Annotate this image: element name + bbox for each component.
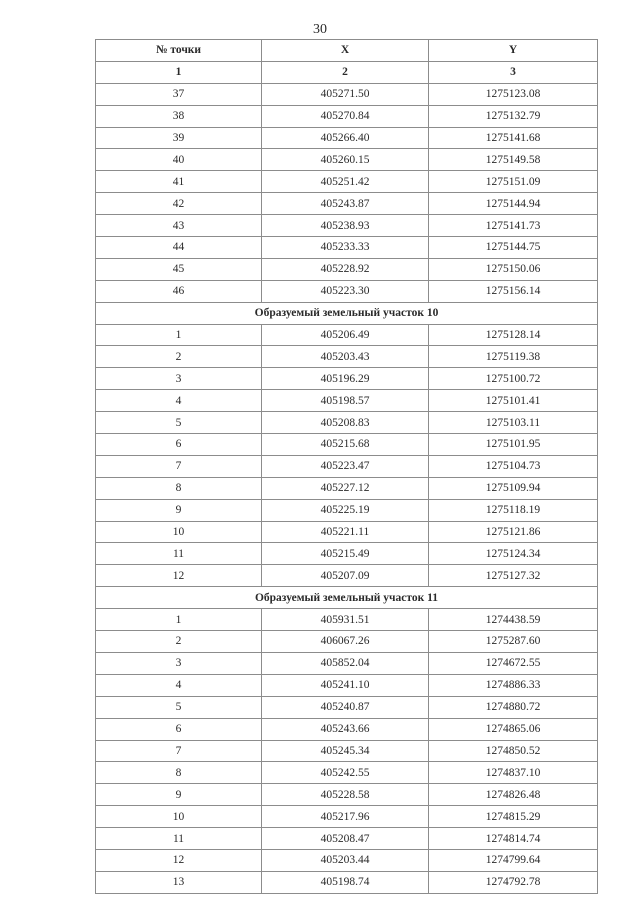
cell-x: 405203.43 xyxy=(262,346,429,368)
cell-y: 1275123.08 xyxy=(429,83,598,105)
cell-point-number: 42 xyxy=(96,193,262,215)
cell-x: 405217.96 xyxy=(262,806,429,828)
table-row xyxy=(96,652,598,674)
cell-x: 405245.34 xyxy=(262,740,429,762)
cell-x: 405223.30 xyxy=(262,280,429,302)
cell-x: 405852.04 xyxy=(262,652,429,674)
cell-y: 1275151.09 xyxy=(429,171,598,193)
table-row xyxy=(96,849,598,871)
cell-point-number: 8 xyxy=(96,762,262,784)
cell-y: 1275127.32 xyxy=(429,565,598,587)
table-row xyxy=(96,718,598,740)
cell-y: 1275109.94 xyxy=(429,477,598,499)
table-row xyxy=(96,696,598,718)
header-x: X xyxy=(262,40,429,62)
cell-x: 405240.87 xyxy=(262,696,429,718)
cell-y: 1274672.55 xyxy=(429,652,598,674)
cell-point-number: 11 xyxy=(96,828,262,850)
table-row xyxy=(96,434,598,456)
column-number-1: 1 xyxy=(96,61,262,83)
cell-x: 405196.29 xyxy=(262,368,429,390)
section-title: Образуемый земельный участок 11 xyxy=(96,587,598,609)
table-row xyxy=(96,412,598,434)
cell-point-number: 45 xyxy=(96,258,262,280)
table-row xyxy=(96,477,598,499)
table-row xyxy=(96,674,598,696)
cell-y: 1274815.29 xyxy=(429,806,598,828)
table-row xyxy=(96,105,598,127)
table-row xyxy=(96,499,598,521)
table-row xyxy=(96,390,598,412)
cell-x: 405228.58 xyxy=(262,784,429,806)
cell-point-number: 7 xyxy=(96,740,262,762)
table-row xyxy=(96,828,598,850)
cell-x: 405260.15 xyxy=(262,149,429,171)
cell-point-number: 12 xyxy=(96,565,262,587)
cell-x: 405208.83 xyxy=(262,412,429,434)
cell-x: 405225.19 xyxy=(262,499,429,521)
column-number-3: 3 xyxy=(429,61,598,83)
cell-x: 405242.55 xyxy=(262,762,429,784)
cell-y: 1274886.33 xyxy=(429,674,598,696)
table-row xyxy=(96,149,598,171)
table-row xyxy=(96,127,598,149)
cell-x: 405206.49 xyxy=(262,324,429,346)
cell-y: 1275103.11 xyxy=(429,412,598,434)
cell-y: 1275104.73 xyxy=(429,455,598,477)
column-number-2: 2 xyxy=(262,61,429,83)
cell-x: 405228.92 xyxy=(262,258,429,280)
cell-x: 405266.40 xyxy=(262,127,429,149)
cell-y: 1275118.19 xyxy=(429,499,598,521)
cell-point-number: 1 xyxy=(96,609,262,631)
table-row xyxy=(96,455,598,477)
cell-x: 405241.10 xyxy=(262,674,429,696)
cell-x: 405243.66 xyxy=(262,718,429,740)
table-row xyxy=(96,280,598,302)
cell-point-number: 39 xyxy=(96,127,262,149)
cell-y: 1275121.86 xyxy=(429,521,598,543)
table-body xyxy=(96,61,598,893)
table-row xyxy=(96,171,598,193)
cell-point-number: 3 xyxy=(96,652,262,674)
table-row xyxy=(96,193,598,215)
table-row xyxy=(96,215,598,237)
table-row xyxy=(96,631,598,653)
cell-point-number: 2 xyxy=(96,346,262,368)
cell-point-number: 3 xyxy=(96,368,262,390)
cell-point-number: 38 xyxy=(96,105,262,127)
cell-y: 1274837.10 xyxy=(429,762,598,784)
table-row xyxy=(96,762,598,784)
table-row xyxy=(96,258,598,280)
cell-x: 405198.74 xyxy=(262,871,429,893)
section-header-row xyxy=(96,587,598,609)
cell-point-number: 6 xyxy=(96,434,262,456)
section-header-row xyxy=(96,302,598,324)
cell-x: 405227.12 xyxy=(262,477,429,499)
table-row xyxy=(96,368,598,390)
cell-y: 1275101.95 xyxy=(429,434,598,456)
table-row xyxy=(96,740,598,762)
cell-y: 1274814.74 xyxy=(429,828,598,850)
cell-point-number: 6 xyxy=(96,718,262,740)
cell-y: 1274850.52 xyxy=(429,740,598,762)
cell-x: 405271.50 xyxy=(262,83,429,105)
cell-point-number: 10 xyxy=(96,521,262,543)
cell-y: 1275150.06 xyxy=(429,258,598,280)
cell-x: 405223.47 xyxy=(262,455,429,477)
cell-point-number: 7 xyxy=(96,455,262,477)
cell-y: 1275156.14 xyxy=(429,280,598,302)
cell-point-number: 40 xyxy=(96,149,262,171)
table-row xyxy=(96,609,598,631)
table-row xyxy=(96,543,598,565)
cell-y: 1275144.94 xyxy=(429,193,598,215)
cell-point-number: 13 xyxy=(96,871,262,893)
table-row xyxy=(96,784,598,806)
cell-point-number: 4 xyxy=(96,390,262,412)
table-row xyxy=(96,565,598,587)
cell-point-number: 46 xyxy=(96,280,262,302)
cell-x: 405207.09 xyxy=(262,565,429,587)
table-row xyxy=(96,83,598,105)
cell-point-number: 9 xyxy=(96,784,262,806)
cell-y: 1275124.34 xyxy=(429,543,598,565)
cell-point-number: 1 xyxy=(96,324,262,346)
cell-x: 405221.11 xyxy=(262,521,429,543)
cell-y: 1275100.72 xyxy=(429,368,598,390)
cell-point-number: 2 xyxy=(96,631,262,653)
cell-y: 1274799.64 xyxy=(429,849,598,871)
cell-point-number: 5 xyxy=(96,412,262,434)
cell-y: 1275141.68 xyxy=(429,127,598,149)
cell-y: 1275141.73 xyxy=(429,215,598,237)
cell-y: 1274826.48 xyxy=(429,784,598,806)
cell-point-number: 44 xyxy=(96,237,262,259)
cell-y: 1275287.60 xyxy=(429,631,598,653)
cell-x: 405198.57 xyxy=(262,390,429,412)
coordinates-table xyxy=(95,39,598,894)
table-row xyxy=(96,521,598,543)
cell-point-number: 41 xyxy=(96,171,262,193)
cell-y: 1275149.58 xyxy=(429,149,598,171)
cell-x: 405215.49 xyxy=(262,543,429,565)
header-row xyxy=(96,40,598,62)
cell-y: 1274865.06 xyxy=(429,718,598,740)
table-row xyxy=(96,806,598,828)
column-number-row xyxy=(96,61,598,83)
cell-x: 405208.47 xyxy=(262,828,429,850)
cell-point-number: 37 xyxy=(96,83,262,105)
cell-x: 405238.93 xyxy=(262,215,429,237)
cell-point-number: 4 xyxy=(96,674,262,696)
table-row xyxy=(96,237,598,259)
cell-x: 405233.33 xyxy=(262,237,429,259)
cell-x: 405243.87 xyxy=(262,193,429,215)
cell-x: 405203.44 xyxy=(262,849,429,871)
cell-point-number: 8 xyxy=(96,477,262,499)
cell-y: 1275119.38 xyxy=(429,346,598,368)
cell-point-number: 12 xyxy=(96,849,262,871)
table-row xyxy=(96,871,598,893)
cell-y: 1274880.72 xyxy=(429,696,598,718)
cell-x: 405270.84 xyxy=(262,105,429,127)
header-point-number: № точки xyxy=(96,40,262,62)
cell-x: 405931.51 xyxy=(262,609,429,631)
cell-point-number: 9 xyxy=(96,499,262,521)
cell-point-number: 5 xyxy=(96,696,262,718)
cell-y: 1275101.41 xyxy=(429,390,598,412)
cell-point-number: 10 xyxy=(96,806,262,828)
page-number: 30 xyxy=(313,22,327,37)
section-title: Образуемый земельный участок 10 xyxy=(96,302,598,324)
cell-y: 1275128.14 xyxy=(429,324,598,346)
table-row xyxy=(96,346,598,368)
cell-x: 405251.42 xyxy=(262,171,429,193)
cell-y: 1275144.75 xyxy=(429,237,598,259)
cell-y: 1274438.59 xyxy=(429,609,598,631)
cell-x: 405215.68 xyxy=(262,434,429,456)
cell-point-number: 43 xyxy=(96,215,262,237)
cell-x: 406067.26 xyxy=(262,631,429,653)
cell-y: 1275132.79 xyxy=(429,105,598,127)
cell-y: 1274792.78 xyxy=(429,871,598,893)
cell-point-number: 11 xyxy=(96,543,262,565)
table-row xyxy=(96,324,598,346)
header-y: Y xyxy=(429,40,598,62)
